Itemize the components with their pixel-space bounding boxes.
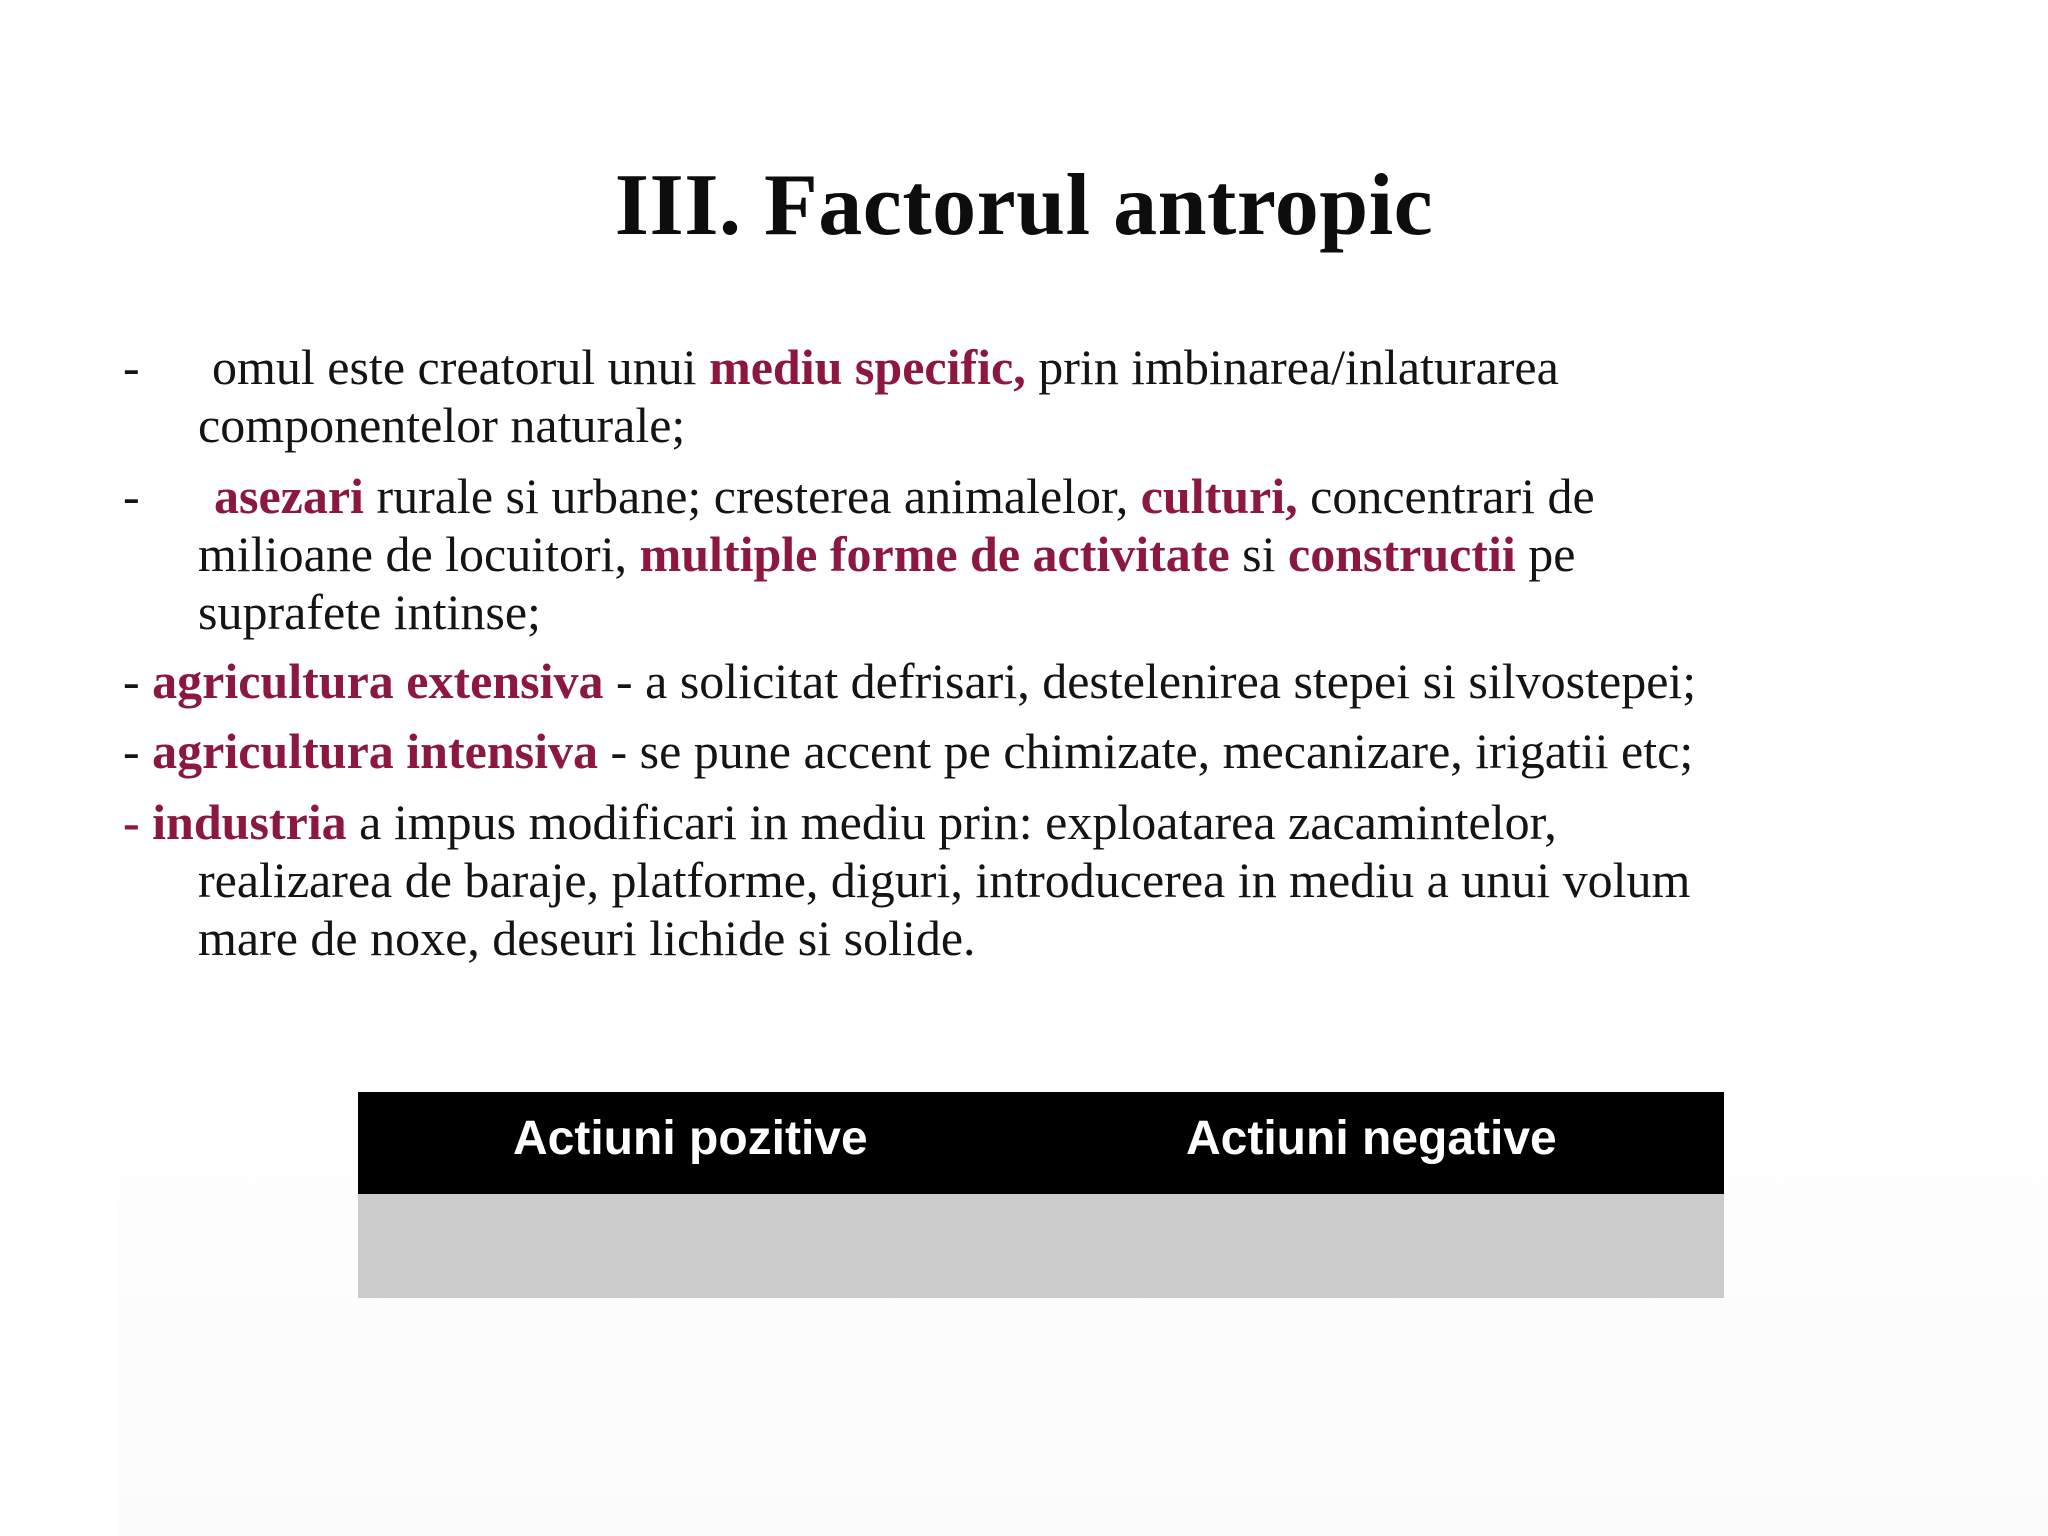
bullet-3-text: - a solicitat defrisari, destelenirea stepei si silvostepei; (603, 653, 1697, 709)
bullet-2-dash: - (123, 468, 140, 524)
bullet-5-line-2: realizarea de baraje, platforme, diguri, introducerea in mediu a unui volum (198, 852, 1691, 908)
bullet-2-text-1: rurale si urbane; cresterea animalelor, (363, 468, 1141, 524)
bullet-2-line-2 (198, 525, 1575, 583)
highlight-multiple-forme: multiple forme de activitate (639, 526, 1230, 582)
table-header (358, 1092, 1724, 1194)
highlight-agricultura-intensiva: agricultura intensiva (152, 723, 598, 779)
bullet-3-dash: - (123, 653, 153, 709)
bullet-2-line-2-post: pe (1515, 526, 1576, 582)
bullet-3 (123, 652, 1696, 710)
bullet-2-line-2-mid: si (1229, 526, 1289, 582)
bullet-1-line-2: componentelor naturale; (198, 397, 686, 453)
column-header-negative: Actiuni negative (1186, 1112, 1557, 1165)
bullet-1-text-pre: omul este creatorul unui (212, 339, 710, 395)
column-header-positive: Actiuni pozitive (513, 1112, 868, 1165)
bullet-1-dash: - (123, 339, 140, 395)
slide-title: III. Factorul antropic (614, 157, 1434, 254)
bullet-5-line-3: mare de noxe, deseuri lichide si solide. (198, 910, 976, 966)
highlight-mediu-specific: mediu specific, (709, 339, 1026, 395)
highlight-asezari: asezari (214, 468, 364, 524)
highlight-industria: - industria (123, 794, 347, 850)
bullet-2-line-1 (214, 467, 1595, 525)
bullet-5-text: a impus modificari in mediu prin: exploatarea zacamintelor, (346, 794, 1557, 850)
bullet-2-text-2: concentrari de (1297, 468, 1595, 524)
bullet-2-line-2-pre: milioane de locuitori, (198, 526, 640, 582)
bullet-4 (123, 722, 1693, 780)
table-body-row (358, 1194, 1724, 1298)
bullet-4-dash: - (123, 723, 153, 779)
bullet-2-line-3: suprafete intinse; (198, 584, 541, 640)
bullet-5-line-1 (123, 793, 1557, 851)
bullet-1-line-1 (212, 338, 1559, 396)
bullet-1-text-post: prin imbinarea/inlaturarea (1025, 339, 1559, 395)
highlight-constructii: constructii (1288, 526, 1516, 582)
highlight-culturi: culturi, (1140, 468, 1298, 524)
highlight-agricultura-extensiva: agricultura extensiva (152, 653, 604, 709)
bullet-4-text: - se pune accent pe chimizate, mecanizare, irigatii etc; (597, 723, 1694, 779)
